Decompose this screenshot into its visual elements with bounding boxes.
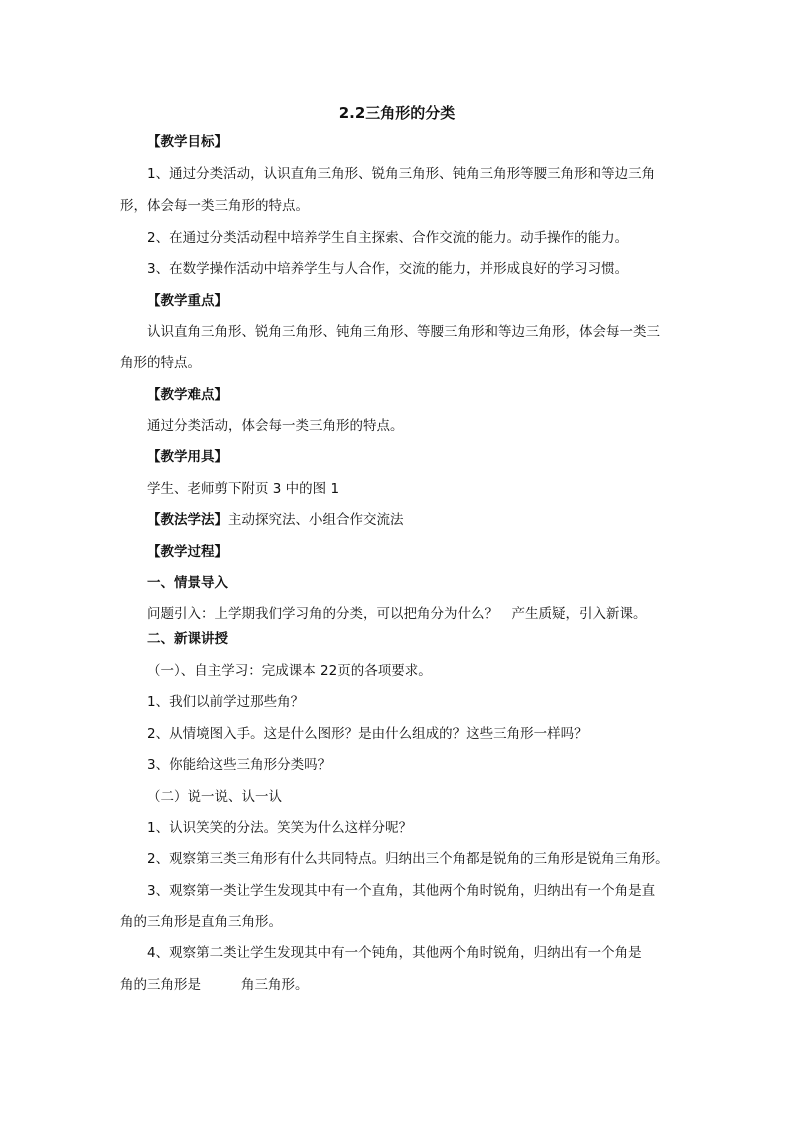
recognize-4-part-a: 角的三角形是 <box>120 977 201 993</box>
question-1: 1、我们以前学过那些角？ <box>147 694 305 710</box>
goals-item-3: 3、在数学操作活动中培养学生与人合作，交流的能力，并形成良好的学习习惯。 <box>147 261 629 277</box>
key-points-heading: 【教学重点】 <box>147 293 228 309</box>
goals-item-1-line-2: 形，体会每一类三角形的特点。 <box>120 198 309 214</box>
process-heading: 【教学过程】 <box>147 544 228 560</box>
methods-text: 主动探究法、小组合作交流法 <box>228 512 404 528</box>
recognize-3-line-2: 角的三角形是直角三角形。 <box>120 914 282 930</box>
difficulties-text: 通过分类活动，体会每一类三角形的特点。 <box>147 418 404 434</box>
part-1-heading: （一）、自主学习：完成课本 22页的各项要求。 <box>147 663 432 679</box>
methods-line <box>147 509 680 531</box>
difficulties-heading: 【教学难点】 <box>147 387 228 403</box>
part-2-heading: （二）说一说、认一认 <box>147 789 282 805</box>
goals-item-1-line-1: 1、通过分类活动，认识直角三角形、锐角三角形、钝角三角形等腰三角形和等边三角 <box>147 166 656 182</box>
tools-text: 学生、老师剪下附页 3 中的图 1 <box>147 481 340 497</box>
question-3: 3、你能给这些三角形分类吗？ <box>147 757 332 773</box>
question-2: 2、从情境图入手。这是什么图形？是由什么组成的？这些三角形一样吗？ <box>147 726 588 742</box>
page-title: 2.2三角形的分类 <box>338 104 456 122</box>
recognize-4-line-2 <box>120 974 680 996</box>
recognize-1: 1、认识笑笑的分法。笑笑为什么这样分呢？ <box>147 820 413 836</box>
intro-text: 问题引入：上学期我们学习角的分类，可以把角分为什么？ 产生质疑，引入新课。 <box>147 606 647 622</box>
tools-heading: 【教学用具】 <box>147 449 228 465</box>
recognize-4-part-b: 角三角形。 <box>241 977 309 993</box>
key-points-line-2: 角形的特点。 <box>120 355 201 371</box>
new-lesson-heading: 二、新课讲授 <box>147 631 228 647</box>
goals-heading: 【教学目标】 <box>147 134 228 150</box>
recognize-3-line-1: 3、观察第一类让学生发现其中有一个直角，其他两个角时锐角，归纳出有一个角是直 <box>147 883 656 899</box>
recognize-2: 2、观察第三类三角形有什么共同特点。归纳出三个角都是锐角的三角形是锐角三角形。 <box>147 851 669 867</box>
methods-heading: 【教法学法】 <box>147 512 228 528</box>
key-points-line-1: 认识直角三角形、锐角三角形、钝角三角形、等腰三角形和等边三角形，体会每一类三 <box>147 324 660 340</box>
goals-item-2: 2、在通过分类活动程中培养学生自主探索、合作交流的能力。动手操作的能力。 <box>147 230 629 246</box>
intro-heading: 一、情景导入 <box>147 575 228 591</box>
recognize-4-line-1: 4、观察第二类让学生发现其中有一个钝角，其他两个角时锐角，归纳出有一个角是 <box>147 945 642 961</box>
